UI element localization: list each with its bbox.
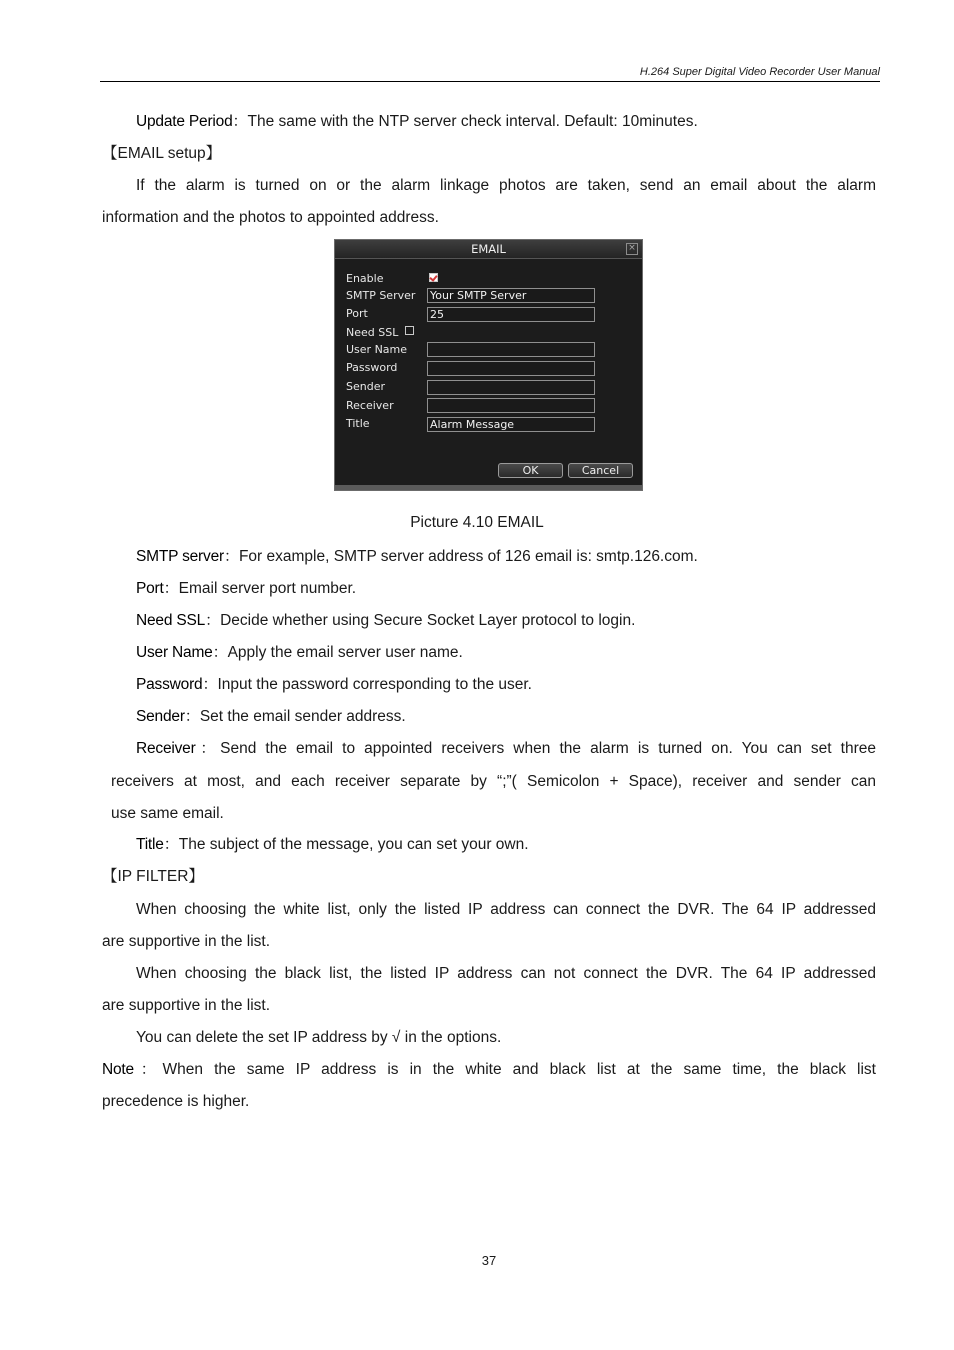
dialog-title: EMAIL bbox=[335, 240, 642, 259]
label-sender: Sender bbox=[346, 380, 385, 393]
def-text: The subject of the message, you can set your own. bbox=[178, 836, 529, 853]
dialog-bottom-bar bbox=[335, 485, 642, 490]
title-input[interactable]: Alarm Message bbox=[427, 417, 595, 432]
email-dialog bbox=[334, 239, 643, 491]
port-input[interactable]: 25 bbox=[427, 307, 595, 322]
term: Title bbox=[136, 836, 164, 853]
email-setup-para-line2: information and the photos to appointed address. bbox=[102, 209, 439, 226]
user-name-input[interactable] bbox=[427, 342, 595, 357]
def-user-name bbox=[136, 643, 463, 663]
email-setup-para-line1: If the alarm is turned on or the alarm linkage photos are taken, send an email about the alarm bbox=[136, 177, 876, 194]
password-input[interactable] bbox=[427, 361, 595, 376]
term: User Name bbox=[136, 644, 213, 661]
def-receiver-line1 bbox=[136, 739, 876, 759]
colon: ： bbox=[195, 740, 221, 757]
update-period-text: The same with the NTP server check interval. Default: 10minutes. bbox=[247, 113, 698, 130]
label-user-name: User Name bbox=[346, 343, 408, 356]
def-text: Email server port number. bbox=[178, 580, 357, 597]
label-port: Port bbox=[346, 307, 368, 320]
def-smtp-server bbox=[136, 547, 698, 567]
need-ssl-checkbox[interactable] bbox=[405, 326, 414, 335]
term: Receiver bbox=[136, 740, 196, 757]
note-line1 bbox=[102, 1060, 876, 1080]
colon: ： bbox=[212, 644, 228, 661]
close-icon[interactable]: × bbox=[626, 243, 638, 255]
colon: ： bbox=[184, 708, 200, 725]
def-sender bbox=[136, 707, 406, 727]
figure-caption: Picture 4.10 EMAIL bbox=[410, 514, 544, 531]
receiver-input[interactable] bbox=[427, 398, 595, 413]
def-text: Input the password corresponding to the user. bbox=[217, 676, 532, 693]
label-receiver: Receiver bbox=[346, 399, 394, 412]
page-number: 37 bbox=[481, 1253, 497, 1268]
term: Need SSL bbox=[136, 612, 206, 629]
def-title bbox=[136, 835, 529, 855]
enable-checkbox[interactable] bbox=[429, 273, 438, 282]
term: Password bbox=[136, 676, 203, 693]
header-title: H.264 Super Digital Video Recorder User Manual bbox=[639, 66, 880, 78]
note-text: When the same IP address is in the white and black list at the same time, the black list bbox=[162, 1061, 876, 1078]
page-header bbox=[100, 66, 880, 82]
note-line2: precedence is higher. bbox=[102, 1093, 250, 1110]
def-text: Decide whether using Secure Socket Layer protocol to login. bbox=[220, 612, 636, 629]
colon: ： bbox=[163, 580, 179, 597]
term: Sender bbox=[136, 708, 185, 725]
def-port bbox=[136, 579, 356, 599]
def-text: Set the email sender address. bbox=[199, 708, 406, 725]
cancel-button[interactable]: Cancel bbox=[568, 463, 633, 478]
ip-filter-heading: 【IP FILTER】 bbox=[102, 868, 204, 885]
term: Note bbox=[102, 1061, 134, 1078]
colon: ： bbox=[205, 612, 221, 629]
ip-filter-white-line2: are supportive in the list. bbox=[102, 933, 271, 950]
def-receiver-line3: use same email. bbox=[111, 805, 224, 822]
sender-input[interactable] bbox=[427, 380, 595, 395]
colon: ： bbox=[133, 1061, 163, 1078]
colon: ： bbox=[223, 548, 239, 565]
def-text: For example, SMTP server address of 126 email is: smtp.126.com. bbox=[238, 548, 698, 565]
ip-filter-black-line1: When choosing the black list, the listed IP address can not connect the DVR. The 64 IP addressed bbox=[136, 965, 876, 982]
colon: ： bbox=[232, 113, 248, 130]
label-need-ssl: Need SSL bbox=[346, 326, 399, 339]
ok-button[interactable]: OK bbox=[498, 463, 563, 478]
colon: ： bbox=[163, 836, 179, 853]
ip-filter-delete-line: You can delete the set IP address by √ in the options. bbox=[136, 1029, 502, 1046]
colon: ： bbox=[202, 676, 218, 693]
smtp-server-input[interactable]: Your SMTP Server bbox=[427, 288, 595, 303]
label-smtp-server: SMTP Server bbox=[346, 289, 416, 302]
email-setup-heading: 【EMAIL setup】 bbox=[102, 145, 222, 162]
def-text: Send the email to appointed receivers when the alarm is turned on. You can set three bbox=[220, 740, 876, 757]
term-update-period: Update Period bbox=[136, 113, 233, 130]
def-need-ssl bbox=[136, 611, 635, 631]
term: SMTP server bbox=[136, 548, 224, 565]
label-password: Password bbox=[346, 361, 398, 374]
label-title: Title bbox=[346, 417, 370, 430]
update-period-line bbox=[136, 112, 698, 132]
term: Port bbox=[136, 580, 164, 597]
label-enable: Enable bbox=[346, 272, 384, 285]
ip-filter-white-line1: When choosing the white list, only the listed IP address can connect the DVR. The 64 IP addressed bbox=[136, 901, 876, 918]
ip-filter-black-line2: are supportive in the list. bbox=[102, 997, 271, 1014]
def-text: Apply the email server user name. bbox=[227, 644, 463, 661]
def-password bbox=[136, 675, 532, 695]
def-receiver-line2: receivers at most, and each receiver separate by “;”( Semicolon + Space), receiver and sender can bbox=[111, 773, 876, 790]
